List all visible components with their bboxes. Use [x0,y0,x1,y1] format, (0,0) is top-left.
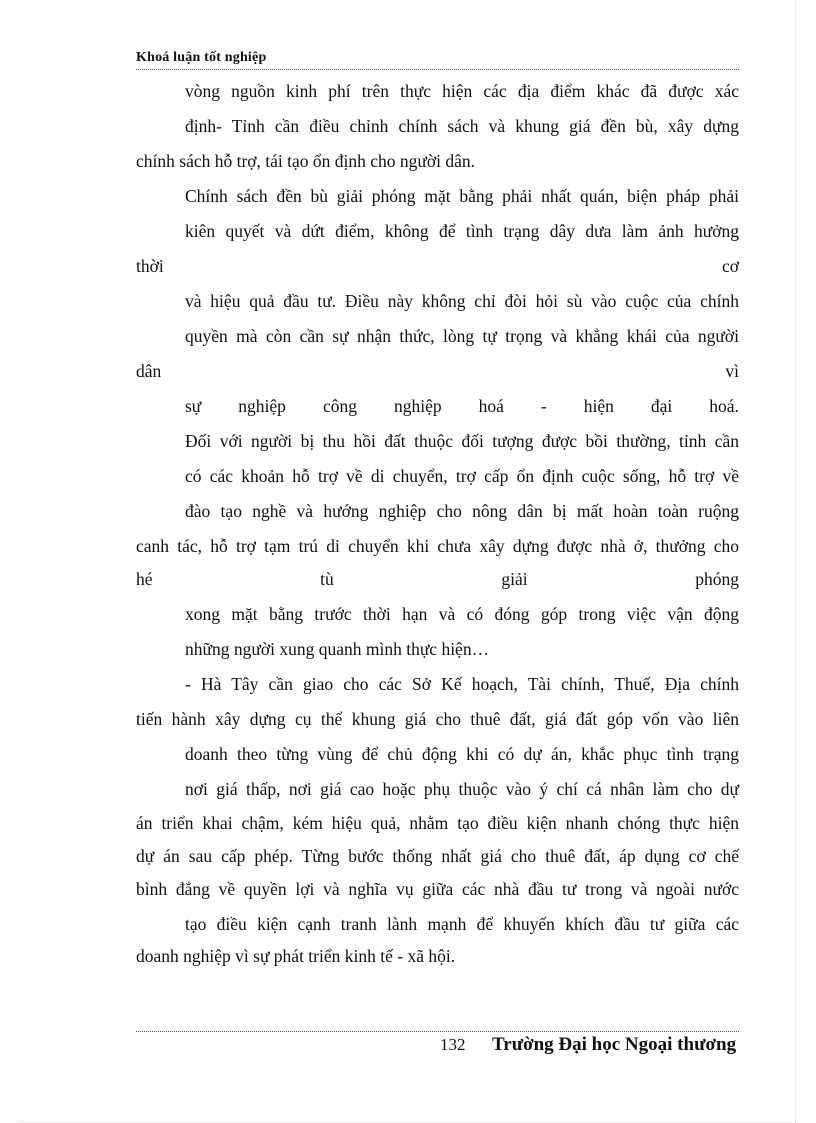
text-line-spread [136,360,739,382]
text-line: xong mặt bằng trước thời hạn và có đóng góp trong việc vận động [185,604,739,624]
text-word: giải [501,569,528,589]
text-word: đại [650,396,673,416]
text-line: đào tạo nghề và hướng nghiệp cho nông dân bị mất hoàn toàn ruộng [185,501,739,521]
text-line: dự án sau cấp phép. Từng bước thống nhất giá cho thuê đất, áp dụng cơ chế [136,846,739,866]
text-line: những người xung quanh mình thực hiện… [185,639,490,659]
page-number: 132 [440,1035,466,1054]
text-word: hiện [583,396,614,416]
text-line-spread [136,255,739,277]
text-word: công [322,396,357,416]
text-line: quyền mà còn cần sự nhận thức, lòng tự trọng và khẳng khái của người [185,326,739,346]
text-word: thời [136,256,164,276]
text-word: nghiệp [393,396,442,416]
text-word: nghiệp [238,396,286,416]
footer-divider [136,1031,739,1032]
text-line: định- Tỉnh cần điều chỉnh chính sách và khung giá đền bù, xây dựng [185,116,739,136]
text-word: sự [185,396,202,416]
text-word: hé [136,569,153,589]
text-word: dân [136,361,162,381]
text-word: hoá [478,396,504,416]
text-line: nơi giá thấp, nơi giá cao hoặc phụ thuộc vào ý chí cá nhân làm cho dự [185,779,739,799]
text-line: án triển khai chậm, kém hiệu quả, nhằm tạo điều kiện nhanh chóng thực hiện [136,813,739,833]
text-line: tạo điều kiện cạnh tranh lành mạnh để khuyến khích đầu tư giữa các [185,914,739,934]
text-line-spread [185,395,739,417]
text-word: hoá. [709,396,739,416]
text-line: bình đẳng về quyền lợi và nghĩa vụ giữa các nhà đầu tư trong và ngoài nước [136,879,739,899]
text-line: có các khoản hỗ trợ về di chuyển, trợ cấp ổn định cuộc sống, hỗ trợ về [185,466,739,486]
page-edge-right [795,0,796,1123]
page-edge-bottom [20,1121,796,1122]
text-line: Đối với người bị thu hồi đất thuộc đối tượng được bồi thường, tỉnh cần [185,431,739,451]
text-line: doanh nghiệp vì sự phát triển kinh tế - xã hội. [136,946,456,966]
text-line: chính sách hỗ trợ, tái tạo ổn định cho người dân. [136,151,476,171]
text-word: - [540,396,547,416]
footer-school-name: Trường Đại học Ngoại thương [492,1034,737,1055]
text-word: phóng [695,569,739,589]
text-word: vì [725,361,739,381]
text-word: tù [320,569,334,589]
header-divider [136,69,739,70]
text-line: và hiệu quả đầu tư. Điều này không chỉ đòi hỏi sù vào cuộc của chính [185,291,739,311]
text-line: - Hà Tây cần giao cho các Sở Kế hoạch, Tài chính, Thuế, Địa chính [185,674,739,694]
text-line-spread [136,568,739,590]
text-line: canh tác, hỗ trợ tạm trú di chuyển khi chưa xây dựng được nhà ở, thưởng cho [136,536,739,556]
text-line: tiến hành xây dựng cụ thể khung giá cho thuê đất, giá đất góp vốn vào liên [136,709,739,729]
text-line: doanh theo từng vùng để chủ động khi có dự án, khắc phục tình trạng [185,744,739,764]
text-line: vòng nguồn kinh phí trên thực hiện các địa điểm khác đã được xác [185,81,739,101]
text-line: kiên quyết và dứt điểm, không để tình trạng dây dưa làm ảnh hưởng [185,221,739,241]
text-word: cơ [721,256,739,276]
page-header-title: Khoá luận tốt nghiệp [136,50,267,65]
text-line: Chính sách đền bù giải phóng mặt bằng phải nhất quán, biện pháp phải [185,186,739,206]
